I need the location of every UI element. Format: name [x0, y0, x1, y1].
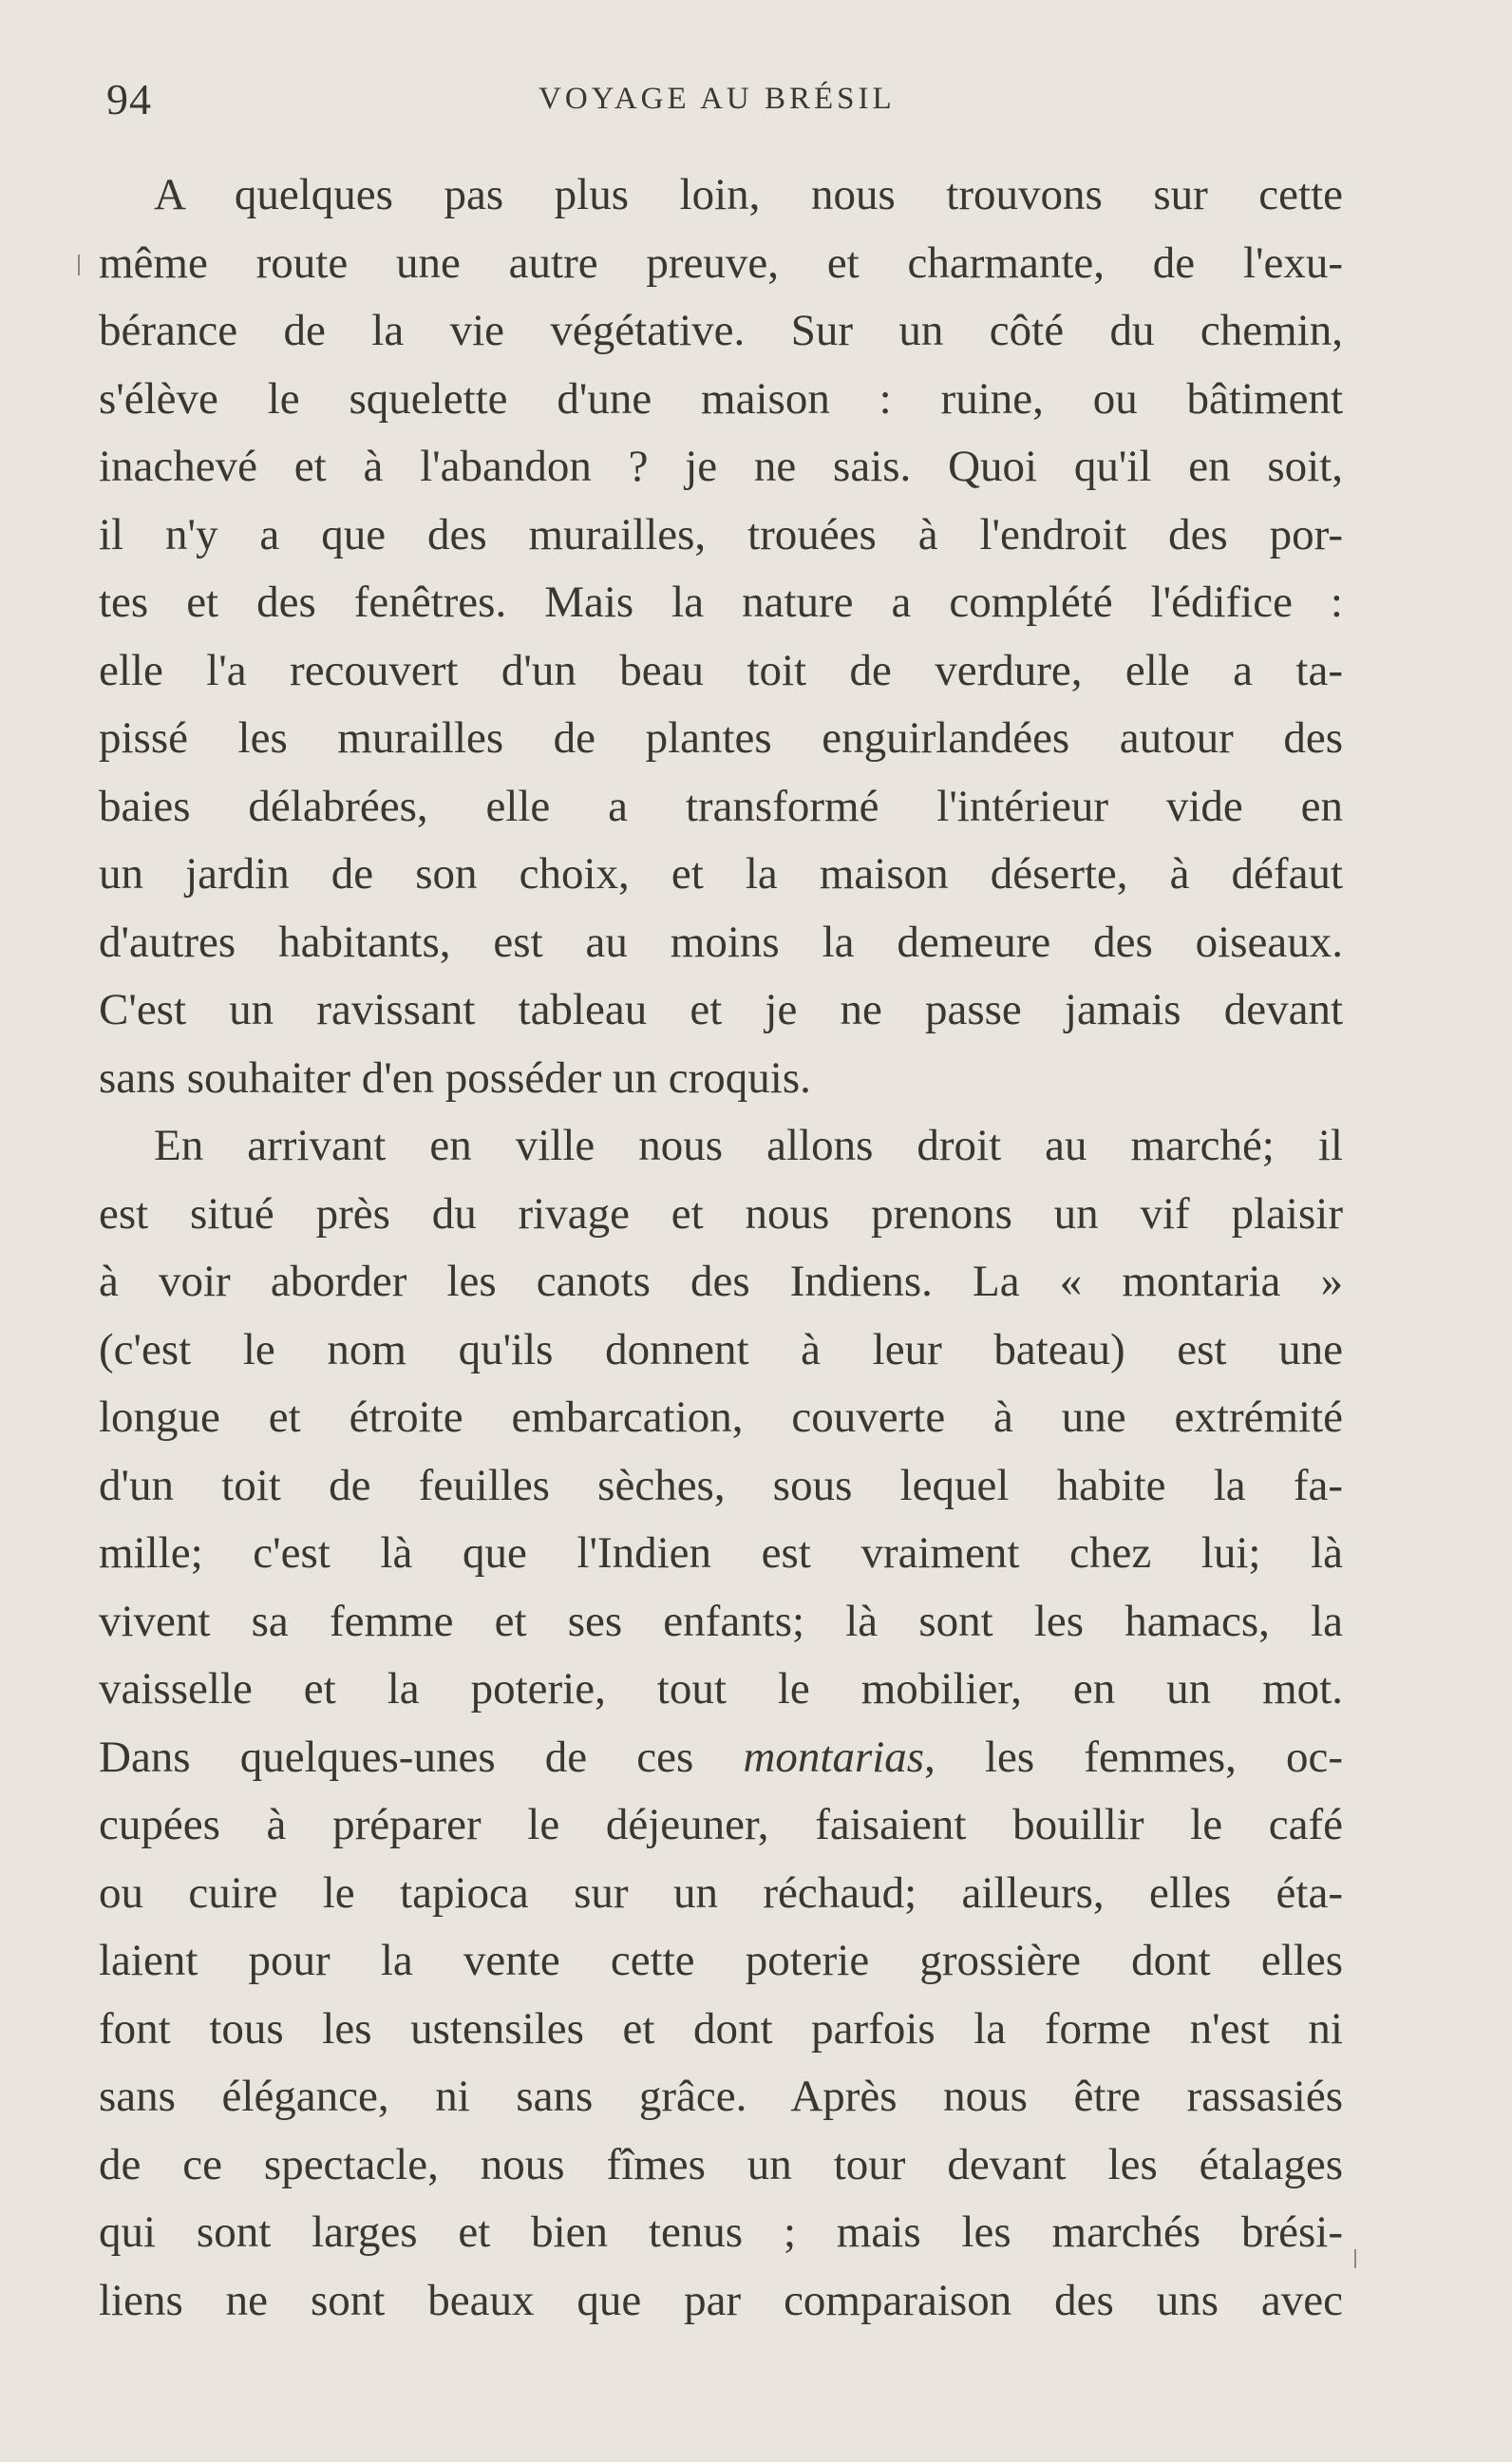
- text-line: baies délabrées, elle a transformé l'intérieur vide en: [99, 781, 1343, 831]
- text-line: (c'est le nom qu'ils donnent à leur bateau) est une: [99, 1324, 1343, 1374]
- text-line: même route une autre preuve, et charmante, de l'exu-: [99, 237, 1343, 288]
- text-line: d'un toit de feuilles sèches, sous lequel habite la fa-: [99, 1460, 1343, 1510]
- text-line: pissé les murailles de plantes enguirlandées autour des: [99, 713, 1343, 763]
- text-line: longue et étroite embarcation, couverte à une extrémité: [99, 1392, 1343, 1442]
- text-line: mille; c'est là que l'Indien est vraiment chez lui; là: [99, 1528, 1343, 1578]
- line-tail: , les femmes, oc-: [924, 1732, 1344, 1782]
- text-line: A quelques pas plus loin, nous trouvons sur cette: [154, 170, 1343, 219]
- text-line: de ce spectacle, nous fîmes un tour devant les étalages: [99, 2139, 1343, 2189]
- text-line: cupées à préparer le déjeuner, faisaient bouillir le café: [99, 1800, 1343, 1849]
- page-number: 94: [106, 75, 152, 123]
- text-line: [99, 1724, 1343, 1792]
- text-line: il n'y a que des murailles, trouées à l'endroit des por-: [99, 509, 1343, 559]
- text-line: inachevé et à l'abandon ? je ne sais. Quoi qu'il en soit,: [99, 442, 1343, 491]
- text-line: liens ne sont beaux que par comparaison des uns avec: [99, 2275, 1343, 2325]
- text-line: laient pour la vente cette poterie grossière dont elles: [99, 1936, 1343, 1985]
- text-line: d'autres habitants, est au moins la demeure des oiseaux.: [99, 917, 1343, 967]
- text-line: vivent sa femme et ses enfants; là sont les hamacs, la: [99, 1596, 1343, 1646]
- body-text: [99, 161, 1343, 2335]
- text-line: font tous les ustensiles et dont parfois la forme n'est ni: [99, 2003, 1343, 2054]
- text-line: s'élève le squelette d'une maison : ruine, ou bâtiment: [99, 373, 1343, 424]
- text-line: sans souhaiter d'en posséder un croquis.: [99, 1052, 811, 1103]
- running-head: [106, 74, 1341, 131]
- margin-mark: [1354, 2249, 1356, 2268]
- text-line: En arrivant en ville nous allons droit au marché; il: [154, 1121, 1343, 1170]
- text-line: un jardin de son choix, et la maison déserte, à défaut: [99, 849, 1343, 899]
- line-lead: Dans quelques-unes de ces: [99, 1732, 694, 1782]
- text-line: bérance de la vie végétative. Sur un côté du chemin,: [99, 306, 1343, 355]
- text-line: ou cuire le tapioca sur un réchaud; ailleurs, elles éta-: [99, 1867, 1343, 1918]
- text-line: elle l'a recouvert d'un beau toit de verdure, elle a ta-: [99, 645, 1343, 695]
- text-line: tes et des fenêtres. Mais la nature a complété l'édifice :: [99, 578, 1343, 627]
- italic-term: montarias: [743, 1732, 925, 1782]
- text-line: vaisselle et la poterie, tout le mobilier, en un mot.: [99, 1664, 1343, 1714]
- text-line: sans élégance, ni sans grâce. Après nous être rassasiés: [99, 2072, 1343, 2121]
- running-title: VOYAGE AU BRÉSIL: [539, 82, 896, 116]
- text-line: C'est un ravissant tableau et je ne passe jamais devant: [99, 985, 1343, 1034]
- margin-mark: [78, 255, 80, 275]
- text-line: à voir aborder les canots des Indiens. La « montaria »: [99, 1257, 1343, 1306]
- text-line: qui sont larges et bien tenus ; mais les marchés brési-: [99, 2207, 1343, 2257]
- text-line: est situé près du rivage et nous prenons un vif plaisir: [99, 1188, 1343, 1239]
